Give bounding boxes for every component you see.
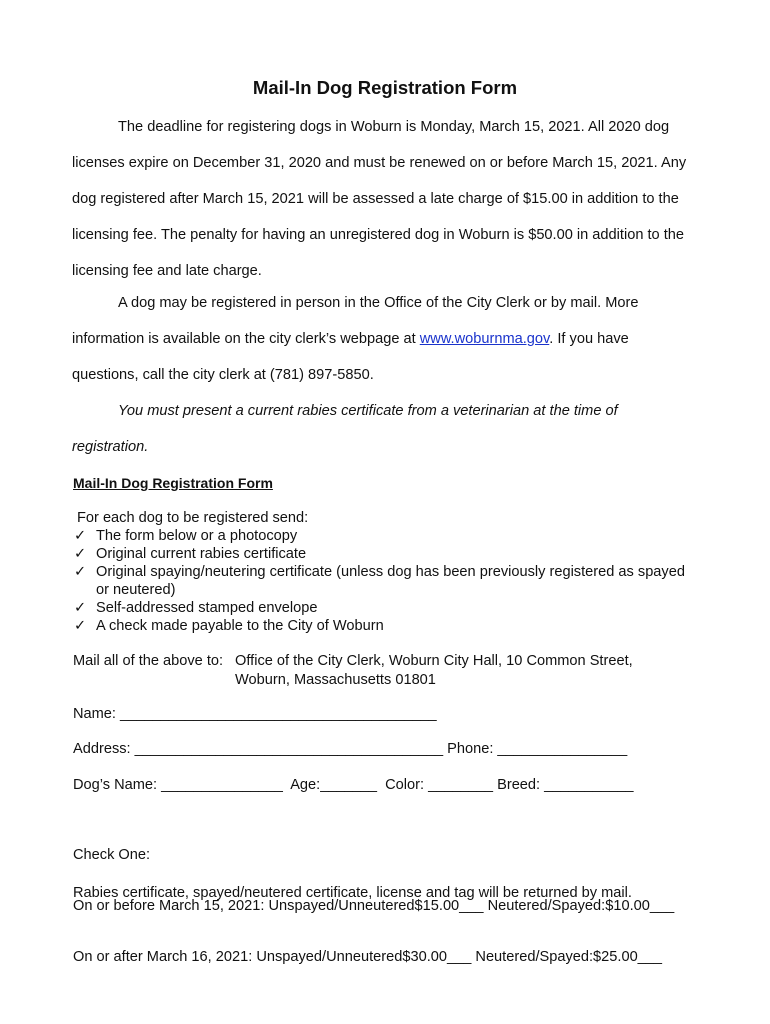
checkmark-icon: ✓ (74, 600, 87, 616)
check-one-label: Check One: (73, 847, 151, 863)
registration-info-paragraph (72, 285, 697, 393)
name-field[interactable]: Name: _______________________________________ (73, 706, 437, 722)
checklist-item (74, 599, 694, 617)
checkmark-icon: ✓ (74, 528, 87, 544)
fee-option-before-deadline[interactable]: On or before March 15, 2021: Unspayed/Unneutered$15.00___ Neutered/Spayed:$10.00___ (73, 898, 675, 914)
checklist-item (74, 617, 694, 635)
address-phone-field[interactable]: Address: ______________________________________ Phone: ________________ (73, 741, 628, 757)
fee-check-section (73, 813, 674, 1000)
send-checklist (74, 509, 694, 635)
checklist-item-text: The form below or a photocopy (96, 528, 298, 544)
checklist-item-text: Self-addressed stamped envelope (96, 600, 318, 616)
dog-details-field[interactable]: Dog’s Name: _______________ Age:_______ Color: ________ Breed: ___________ (73, 777, 634, 793)
mailing-address (73, 652, 633, 690)
checkmark-icon: ✓ (74, 546, 87, 562)
checklist (74, 527, 694, 635)
return-notice: Rabies certificate, spayed/neutered certificate, license and tag will be returned by mail. (73, 885, 632, 901)
checklist-item-text: Original current rabies certificate (96, 546, 307, 562)
info-text-before-link: A dog may be registered in person in the Office of the City Clerk or by mail. More information is available on the city clerk’s webpage at (72, 295, 639, 347)
page-title: Mail-In Dog Registration Form (252, 77, 518, 98)
checkmark-icon: ✓ (74, 564, 87, 580)
checklist-item (74, 545, 694, 563)
fee-option-after-deadline[interactable]: On or after March 16, 2021: Unspayed/Unneutered$30.00___ Neutered/Spayed:$25.00___ (73, 949, 663, 965)
form-subheading: Mail-In Dog Registration Form (73, 475, 273, 491)
mailing-address-line2: Woburn, Massachusetts 01801 (235, 672, 436, 688)
checklist-item-text: Original spaying/neutering certificate (unless dog has been previously registered as spayed or neutered) (96, 564, 685, 598)
checklist-item (74, 563, 694, 599)
checklist-item-text: A check made payable to the City of Woburn (96, 618, 384, 634)
mailing-address-line1: Office of the City Clerk, Woburn City Hall, 10 Common Street, (235, 653, 633, 669)
checklist-intro: For each dog to be registered send: (77, 510, 309, 526)
checkmark-icon: ✓ (74, 618, 87, 634)
deadline-paragraph: The deadline for registering dogs in Woburn is Monday, March 15, 2021. All 2020 dog licenses expire on December 31, 2020 and must be renewed on or before March 15, 2021. Any dog registered after March 15, 2021 will be assessed a late charge of $15.00 in addition to the licensing fee. The penalty for having an unregistered dog in Woburn is $50.00 in addition to the licensing fee and late charge. (72, 119, 687, 279)
mailing-label: Mail all of the above to: (73, 653, 224, 669)
info-text-after-link: . If you have questions, call the city clerk at (781) 897-5850. (72, 331, 629, 383)
checklist-item (74, 527, 694, 545)
city-website-link[interactable]: www.woburnma.gov (419, 331, 550, 347)
rabies-notice-paragraph: You must present a current rabies certificate from a veterinarian at the time of registration. (72, 403, 618, 455)
